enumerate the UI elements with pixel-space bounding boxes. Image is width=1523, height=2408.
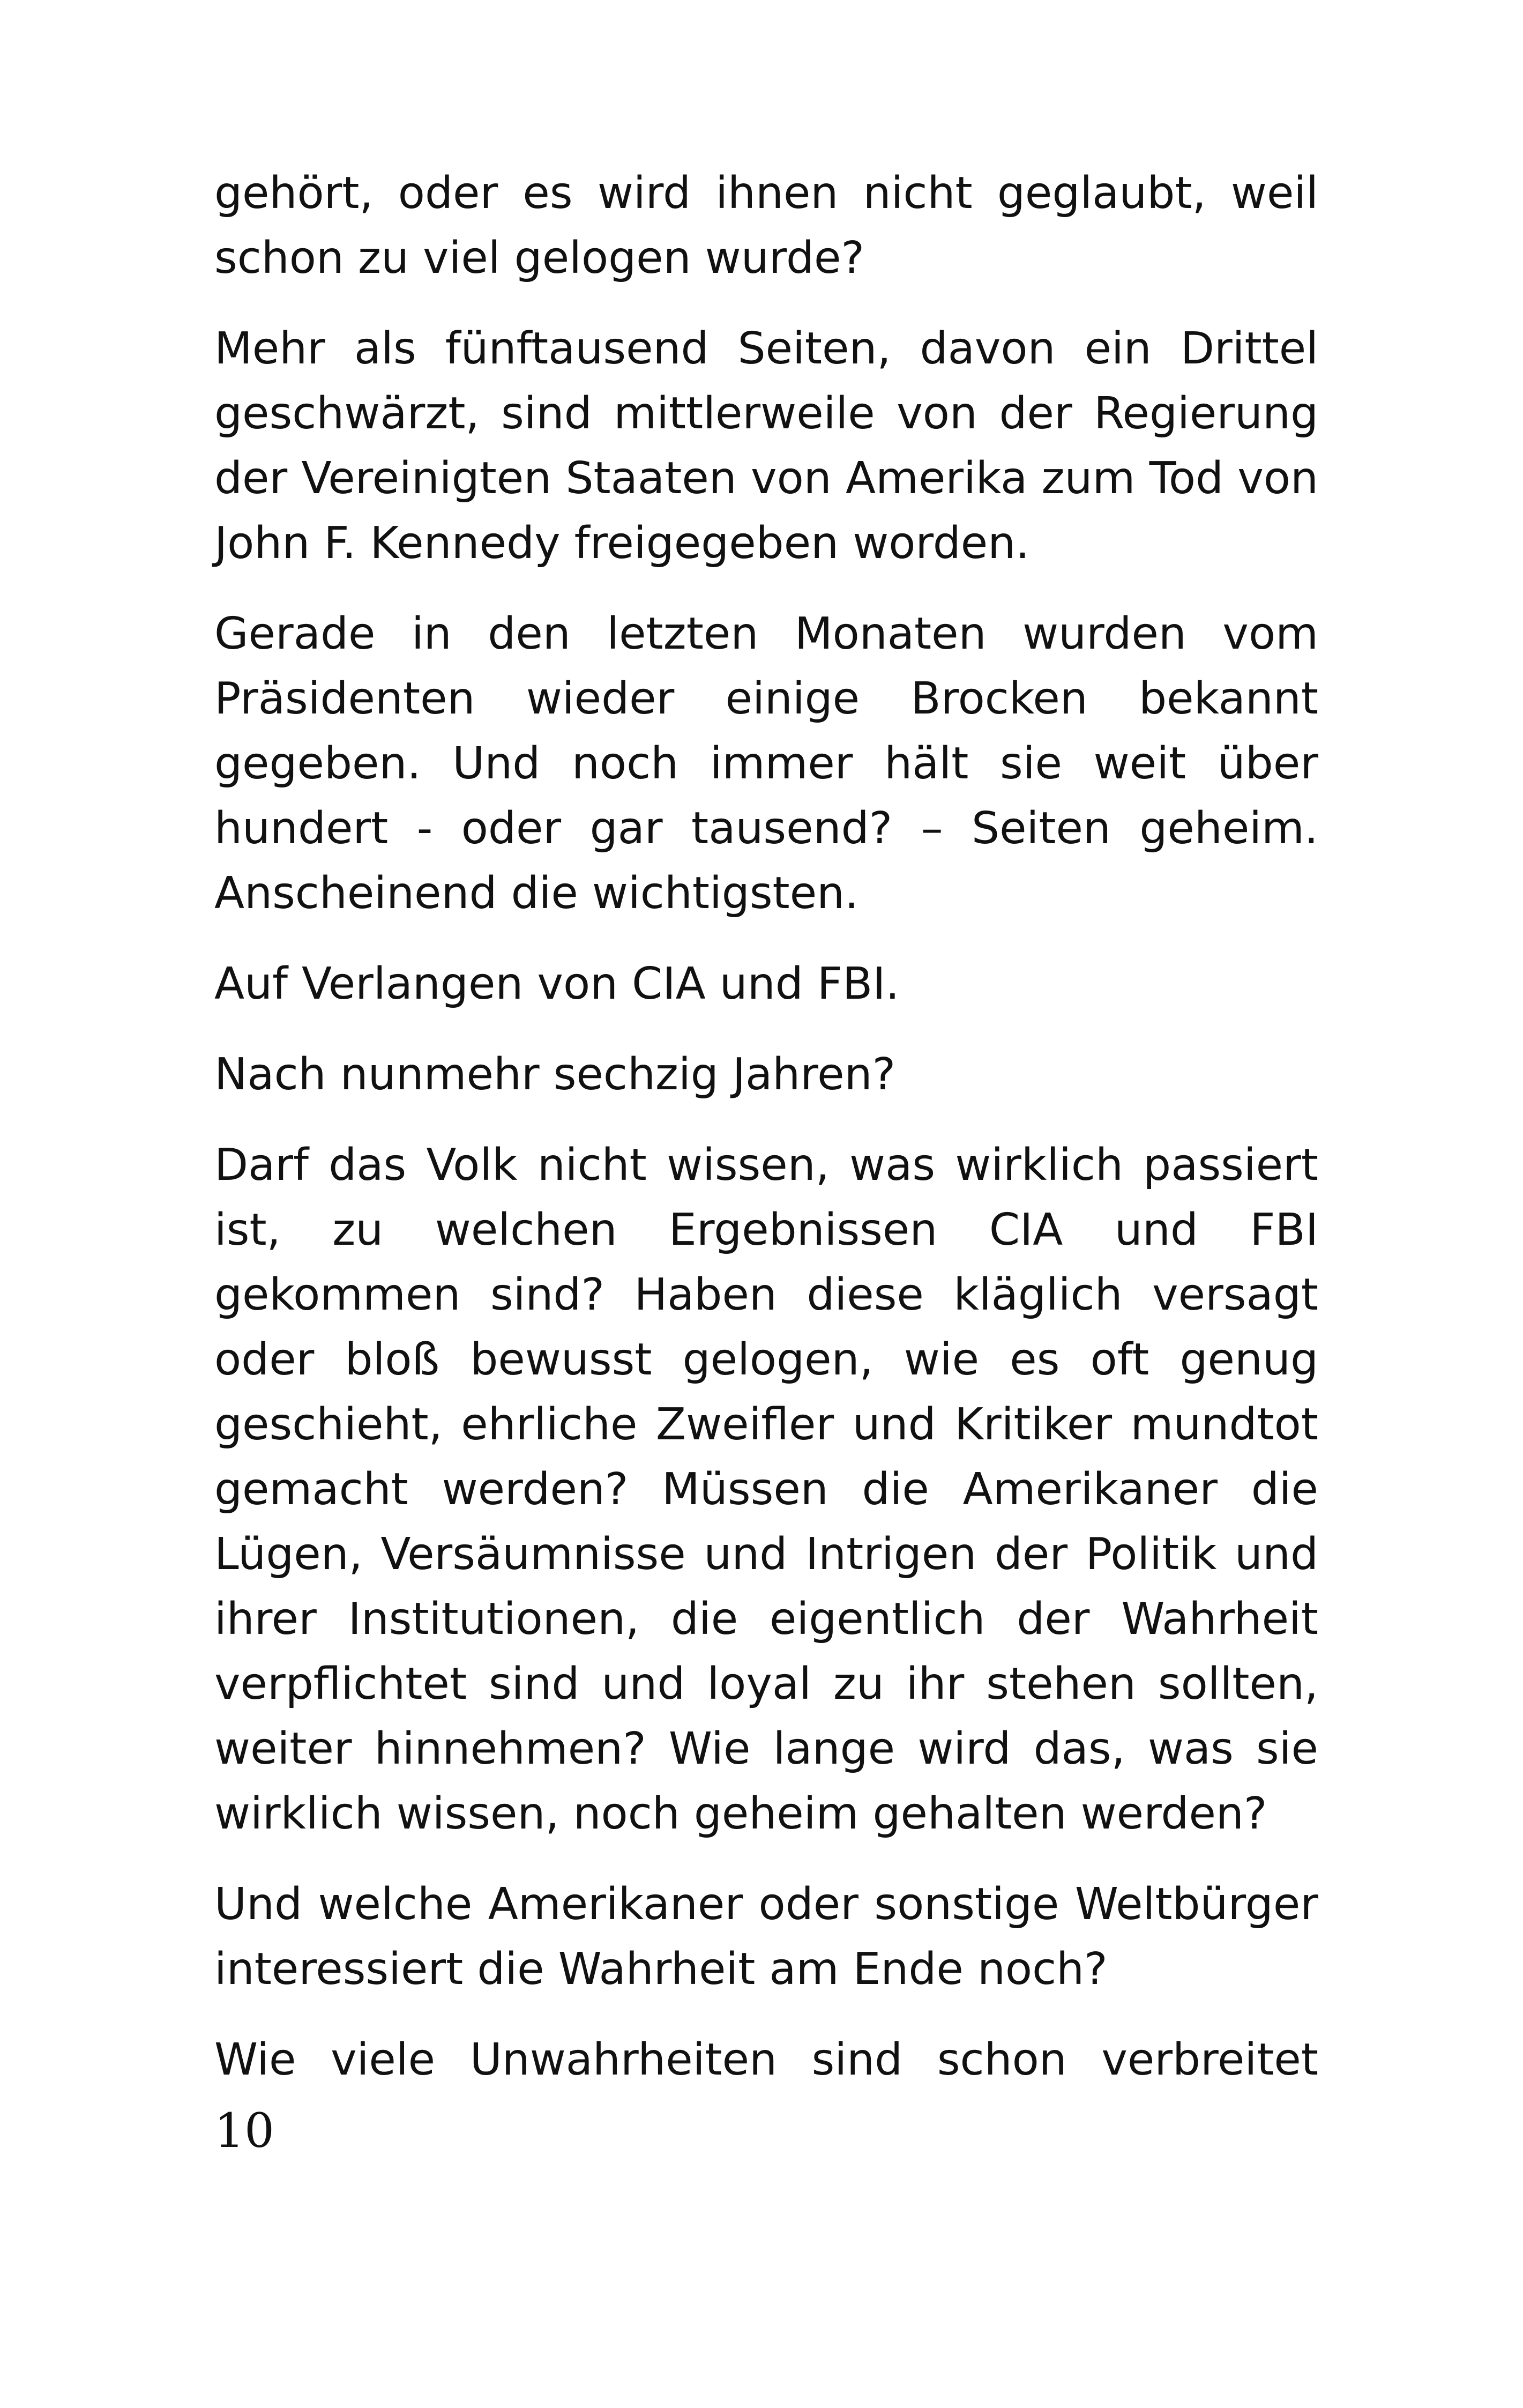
paragraph-2: Mehr als fünftausend Seiten, davon ein Drittel geschwärzt, sind mittlerweile von der Regierung der Vereinigten Staaten von Amerika zum Tod von John F. Kennedy freigegeben worden.	[214, 323, 1318, 569]
paragraph-1: gehört, oder es wird ihnen nicht geglaubt, weil schon zu viel gelogen wurde?	[214, 168, 1318, 284]
paragraph-3: Gerade in den letzten Monaten wurden vom Präsidenten wieder einige Brocken bekannt gegeben. Und noch immer hält sie weit über hundert - oder gar tausend? – Seiten geheim. Anscheinend die wichtigsten.	[214, 608, 1318, 919]
paragraph-8: Wie viele Unwahrheiten sind schon verbreitet	[214, 2034, 1318, 2085]
page-number: 10	[214, 2103, 274, 2158]
paragraph-4: Auf Verlangen von CIA und FBI.	[214, 958, 900, 1009]
paragraph-7: Und welche Amerikaner oder sonstige Weltbürger interessiert die Wahrheit am Ende noch?	[214, 1879, 1318, 1995]
body-text	[214, 161, 1318, 2118]
paragraph-5: Nach nunmehr sechzig Jahren?	[214, 1049, 896, 1100]
paragraph-6: Darf das Volk nicht wissen, was wirklich passiert ist, zu welchen Ergebnissen CIA und FBI gekommen sind? Haben diese kläglich versagt oder bloß bewusst gelogen, wie es oft genug geschieht, ehrliche Zweifler und Kritiker mundtot gemacht werden? Müssen die Amerikaner die Lügen, Versäumnisse und Intrigen der Politik und ihrer Institutionen, die eigentlich der Wahrheit verpflichtet sind und loyal zu ihr stehen sollten, weiter hinnehmen? Wie lange wird das, was sie wirklich wissen, noch geheim gehalten werden?	[214, 1140, 1318, 1839]
